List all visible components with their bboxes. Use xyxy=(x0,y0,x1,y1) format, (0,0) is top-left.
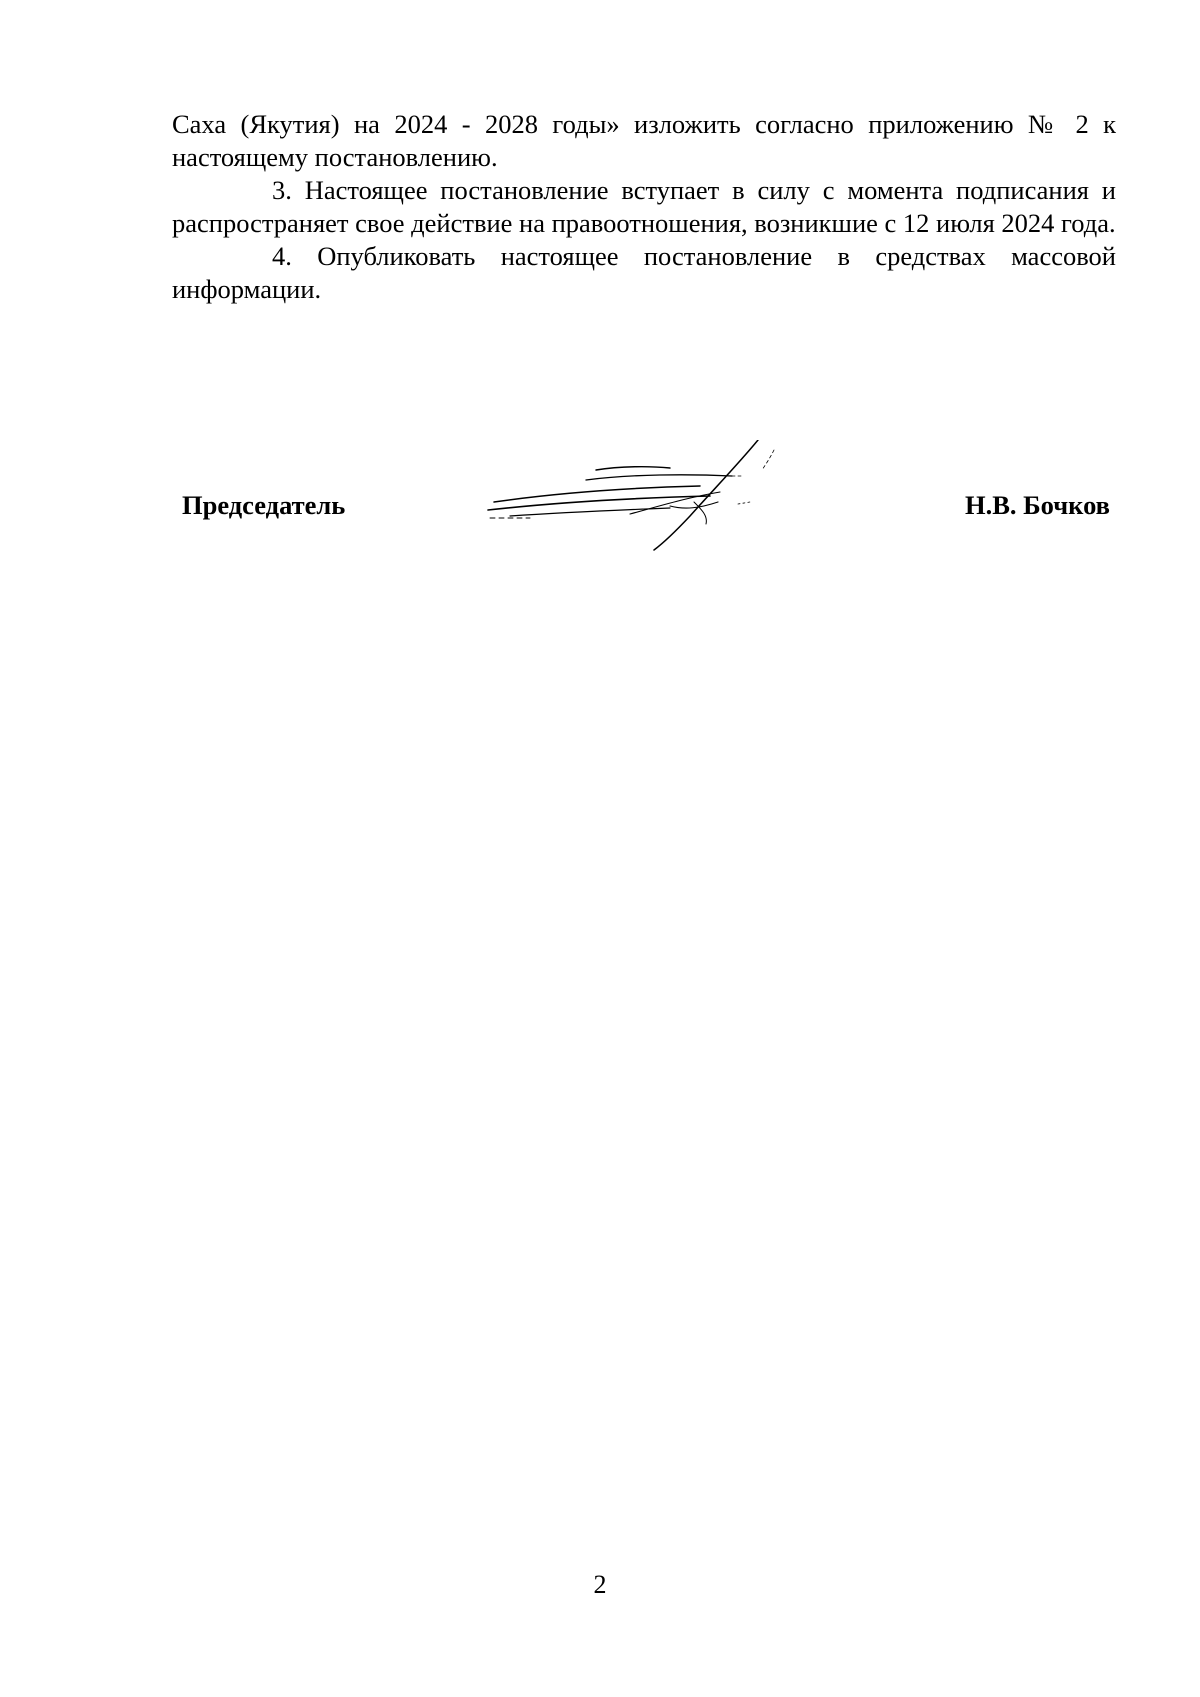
paragraph-4: 4. Опубликовать настоящее постановление в средствах массовой информации. xyxy=(172,241,1116,304)
body-text xyxy=(172,108,1116,306)
paragraph-continuation: Саха (Якутия) на 2024 - 2028 годы» изложить согласно приложению № 2 к настоящему постановлению. xyxy=(172,109,1116,172)
signatory-name: Н.В. Бочков xyxy=(964,490,1110,520)
handwritten-signature xyxy=(470,440,790,552)
paragraph-3: 3. Настоящее постановление вступает в силу с момента подписания и распространяет свое действие на правоотношения, возникшие с 12 июля 2024 года. xyxy=(172,175,1116,238)
page-number: 2 xyxy=(593,1570,607,1599)
signatory-title: Председатель xyxy=(182,490,346,520)
